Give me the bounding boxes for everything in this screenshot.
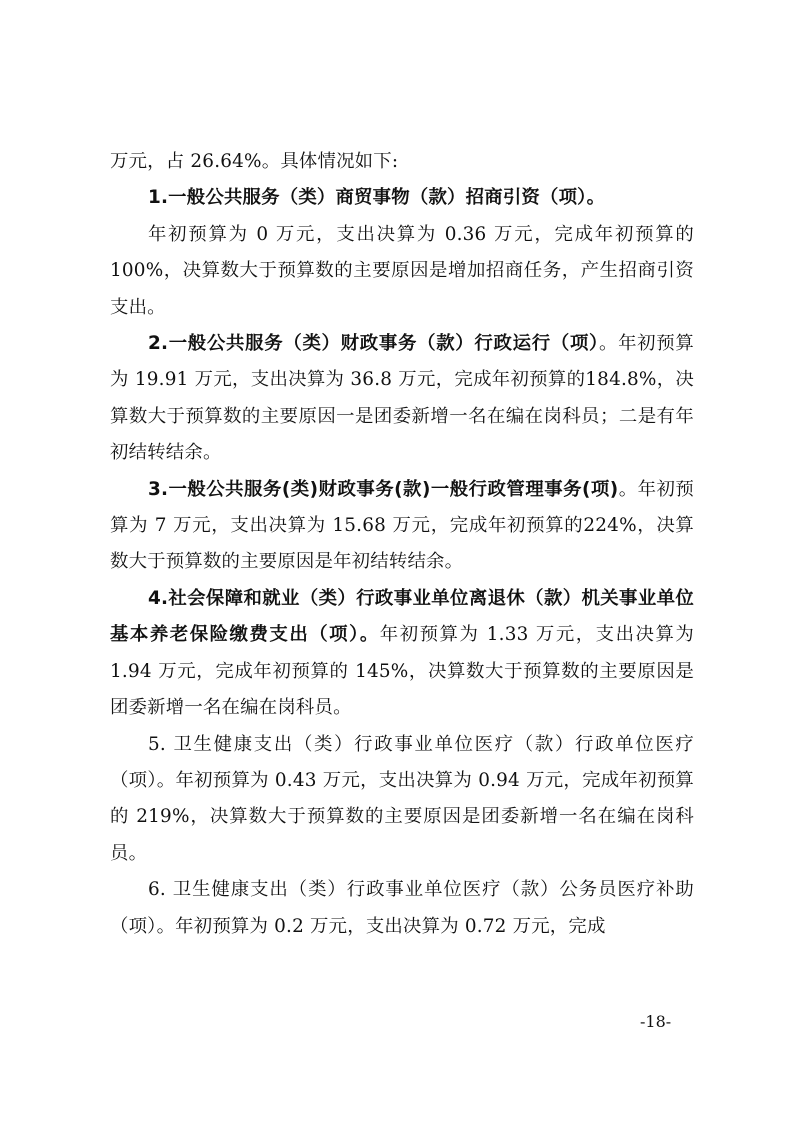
item-2-text: 。年初预算为 19.91 万元，支出决算为 36.8 万元，完成年初预算的184.8%，决算数大于预算数的主要原因一是团委新增一名在编在岗科员；二是有年初结转结余。 (110, 333, 694, 464)
intro-paragraph: 万元，占 26.64%。具体情况如下: (110, 151, 399, 172)
document-body (110, 144, 694, 945)
item-1-text: 年初预算为 0 万元，支出决算为 0.36 万元，完成年初预算的100%，决算数大于预算数的主要原因是增加招商任务，产生招商引资支出。 (110, 223, 694, 318)
item-4-heading: 4.社会保障和就业（类）行政事业单位离退休（款）机关事业单位基本养老保险缴费支出（项）。 (110, 587, 694, 646)
item-2-heading: 2.一般公共服务（类）财政事务（款）行政运行（项） (148, 333, 599, 355)
item-5-text: 5. 卫生健康支出（类）行政事业单位医疗（款）行政单位医疗（项）。年初预算为 0.43 万元，支出决算为 0.94 万元，完成年初预算的 219%，决算数大于预算数的主要原因是团委新增一名在编在岗科员。 (110, 733, 694, 864)
item-3-heading: 3.一般公共服务(类)财政事务(款)一般行政管理事务(项) (148, 478, 619, 500)
item-4-paragraph (110, 581, 694, 727)
item-4-text: 年初预算为 1.33 万元，支出决算为 1.94 万元，完成年初预算的 145%，决算数大于预算数的主要原因是团委新增一名在编在岗科员。 (110, 624, 694, 719)
item-5-paragraph (110, 727, 694, 873)
item-6-paragraph (110, 872, 694, 945)
item-1-heading: 1.一般公共服务（类）商贸事物（款）招商引资（项）。 (148, 187, 606, 209)
item-2-paragraph (110, 326, 694, 472)
item-3-paragraph (110, 472, 694, 581)
item-6-text: 6. 卫生健康支出（类）行政事业单位医疗（款）公务员医疗补助（项）。年初预算为 0.2 万元，支出决算为 0.72 万元，完成 (110, 879, 694, 937)
page-number: -18- (640, 1012, 672, 1031)
item-3-text: 。年初预算为 7 万元，支出决算为 15.68 万元，完成年初预算的224%，决算数大于预算数的主要原因是年初结转结余。 (110, 478, 694, 573)
item-1-heading-paragraph (110, 180, 694, 216)
